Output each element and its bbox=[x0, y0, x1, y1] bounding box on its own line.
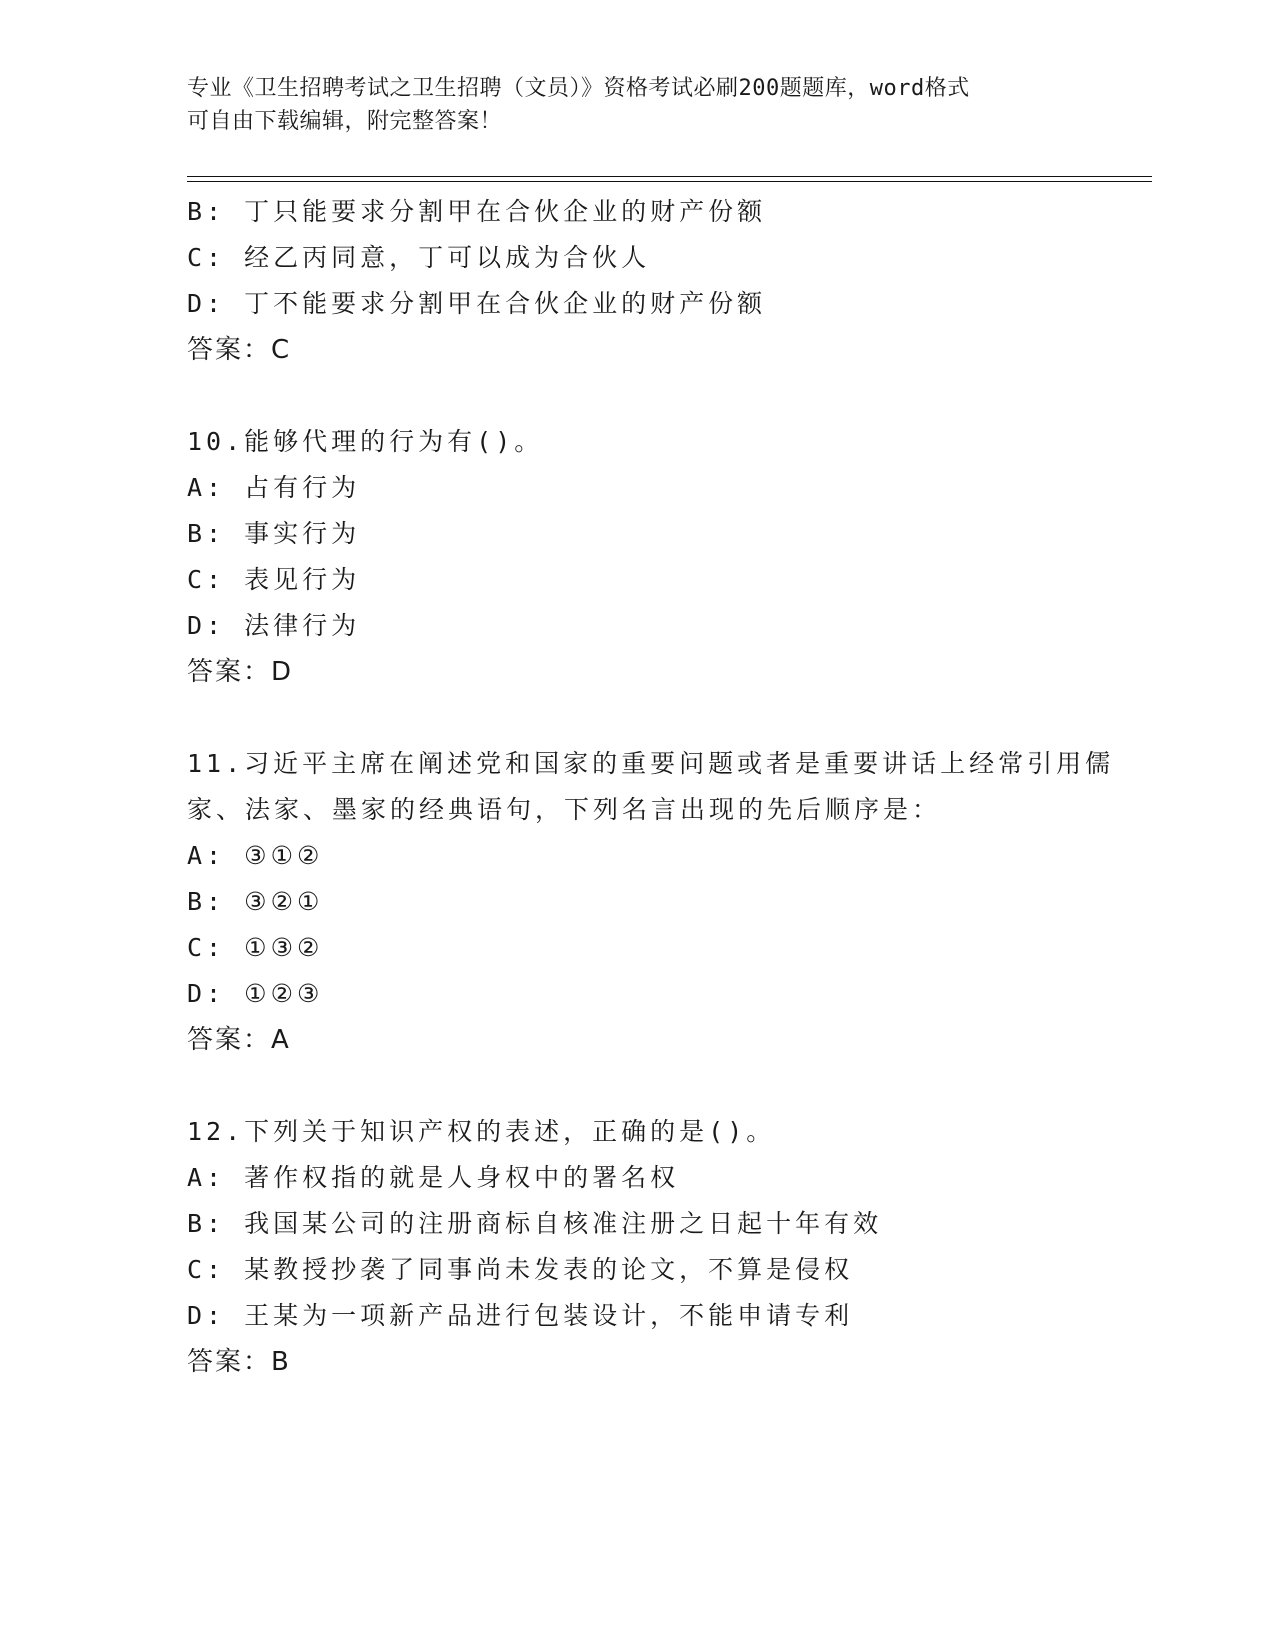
answer: 答案：A bbox=[187, 1025, 291, 1055]
question-12 bbox=[187, 1109, 1147, 1385]
question-list bbox=[187, 189, 1147, 1385]
option-d: D: 法律行为 bbox=[187, 611, 361, 640]
answer: 答案：C bbox=[187, 335, 292, 365]
option-c: C: ①③② bbox=[187, 933, 324, 962]
option-d: D: ①②③ bbox=[187, 979, 324, 1008]
question-10 bbox=[187, 419, 1147, 695]
option-b: B: 事实行为 bbox=[187, 519, 361, 548]
question-stem: 11.习近平主席在阐述党和国家的重要问题或者是重要讲话上经常引用儒家、法家、墨家的经典语句，下列名言出现的先后顺序是： bbox=[187, 749, 1115, 824]
question-stem: 10.能够代理的行为有()。 bbox=[187, 427, 544, 456]
header-line-1: 专业《卫生招聘考试之卫生招聘（文员）》资格考试必刷200题题库，word格式 bbox=[187, 76, 970, 101]
option-b: B: 我国某公司的注册商标自核准注册之日起十年有效 bbox=[187, 1209, 883, 1238]
option-c: C: 表见行为 bbox=[187, 565, 361, 594]
answer: 答案：B bbox=[187, 1347, 291, 1377]
document-header bbox=[187, 72, 1087, 138]
option-a: A: ③①② bbox=[187, 841, 324, 870]
question-9-continued bbox=[187, 189, 1147, 373]
option-b: B: 丁只能要求分割甲在合伙企业的财产份额 bbox=[187, 197, 767, 226]
option-c: C: 经乙丙同意，丁可以成为合伙人 bbox=[187, 243, 651, 272]
answer: 答案：D bbox=[187, 657, 294, 687]
option-a: A: 著作权指的就是人身权中的署名权 bbox=[187, 1163, 680, 1192]
header-rule-bottom bbox=[187, 181, 1152, 182]
question-11 bbox=[187, 741, 1147, 1063]
option-d: D: 王某为一项新产品进行包装设计，不能申请专利 bbox=[187, 1301, 854, 1330]
option-c: C: 某教授抄袭了同事尚未发表的论文，不算是侵权 bbox=[187, 1255, 854, 1284]
option-a: A: 占有行为 bbox=[187, 473, 361, 502]
option-d: D: 丁不能要求分割甲在合伙企业的财产份额 bbox=[187, 289, 767, 318]
header-line-2: 可自由下载编辑，附完整答案！ bbox=[187, 109, 503, 134]
question-stem: 12.下列关于知识产权的表述，正确的是()。 bbox=[187, 1117, 776, 1146]
header-rule-top bbox=[187, 176, 1152, 177]
option-b: B: ③②① bbox=[187, 887, 324, 916]
